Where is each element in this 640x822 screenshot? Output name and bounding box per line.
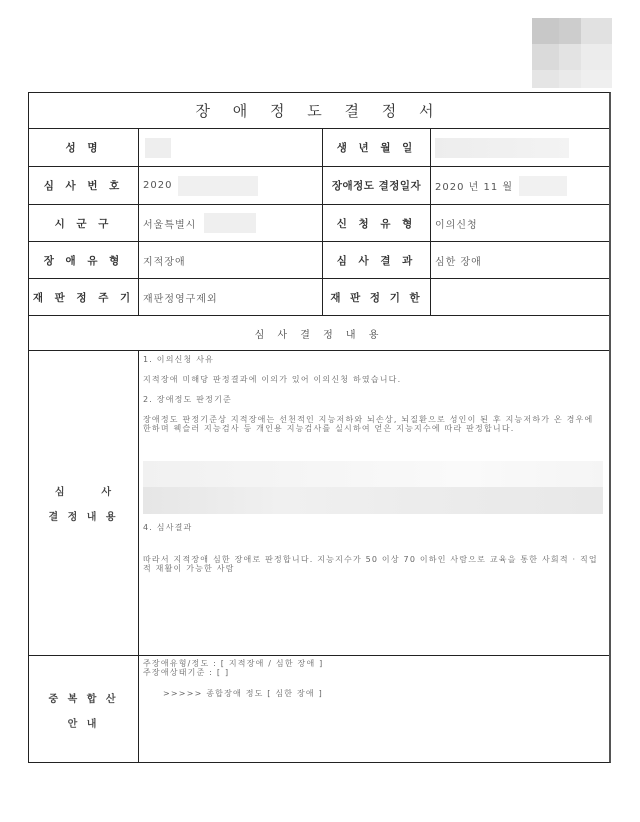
review-label [29, 351, 138, 655]
name-label: 성 명 [65, 142, 102, 154]
merge-label-line2: 안 내 [67, 718, 100, 730]
district-value [138, 205, 322, 241]
main-disability-type: 주장애유형/정도 : [ 지적장애 / 심한 장애 ] [143, 659, 324, 668]
row-disability-type [29, 242, 609, 279]
disability-decision-document [28, 92, 611, 763]
reason-heading: 1. 이의신청 사유 [143, 355, 215, 364]
reassessment-cycle-value: 재판정영구제외 [138, 279, 322, 315]
merge-label-line1: 중 복 합 산 [48, 693, 119, 705]
criteria-text: 장애정도 판정기준상 지적장애는 선천적인 지능저하와 뇌손상, 뇌질환으로 성인이 된 후 지능저하가 온 경우에 한하며 웩슬러 지능검사 등 개인용 지능검사를 실시하여 얻은 지능지수에 따라 판정합니다. [143, 415, 594, 433]
review-label-line1: 심 사 [54, 487, 113, 498]
redacted-section-3-line2 [143, 487, 603, 514]
case-number-label: 심 사 번 호 [43, 180, 124, 192]
name-value [138, 129, 322, 166]
redacted-name [145, 138, 171, 158]
application-type-value: 이의신청 [430, 205, 610, 241]
disability-type-value: 지적장애 [138, 242, 322, 278]
review-body [138, 351, 609, 655]
review-result-value: 심한 장애 [430, 242, 610, 278]
review-result-label: 심 사 결 과 [322, 242, 430, 278]
review-content-row [29, 351, 609, 656]
title-row [29, 93, 609, 129]
criteria-heading: 2. 장애정도 판정기준 [143, 395, 232, 404]
case-number-value [138, 167, 322, 204]
redacted-stamp [532, 18, 612, 88]
section-header-row [29, 316, 609, 351]
main-disability-criteria: 주장애상태기준 : [ ] [143, 668, 230, 677]
redacted-section-3-line1 [143, 461, 603, 487]
row-case [29, 167, 609, 205]
redacted-case-number [178, 176, 258, 196]
application-type-label: 신 청 유 형 [322, 205, 430, 241]
district-text: 서울특별시 [143, 219, 197, 231]
merge-body [138, 656, 609, 763]
decision-date-label: 장애정도 결정일자 [322, 167, 430, 204]
redacted-day [519, 176, 567, 196]
decision-date-text: 2020 년 11 월 [435, 182, 514, 193]
reassessment-cycle-label: 재 판 정 주 기 [32, 291, 135, 304]
case-number-text: 2020 [143, 180, 173, 191]
district-label: 시 군 구 [54, 217, 113, 230]
row-district [29, 205, 609, 242]
disability-type-label: 장 애 유 형 [43, 254, 124, 267]
reason-text: 지적장애 미해당 판정결과에 이의가 있어 이의신청 하였습니다. [143, 375, 402, 384]
redacted-district [204, 213, 256, 233]
row-reassessment [29, 279, 609, 316]
merge-label [29, 656, 138, 763]
merge-guidance-row [29, 656, 609, 763]
section-header: 심 사 결 정 내 용 [254, 329, 384, 341]
result-text: 따라서 지적장애 심한 장애로 판정합니다. 지능지수가 50 이상 70 이하인 사람으로 교육을 통한 사회적 · 직업적 재활이 가능한 사람 [143, 555, 598, 573]
row-name [29, 129, 609, 167]
document-title: 장 애 정 도 결 정 서 [195, 102, 443, 120]
decision-date-value [430, 167, 610, 204]
reassessment-deadline-value [430, 279, 610, 315]
combined-disability-level: >>>>> 종합장애 정도 [ 심한 장애 ] [163, 689, 323, 698]
result-heading: 4. 심사결과 [143, 523, 193, 532]
birthdate-value [430, 129, 610, 166]
reassessment-deadline-label: 재 판 정 기 한 [322, 279, 430, 315]
birthdate-label: 생 년 월 일 [322, 129, 430, 166]
review-label-line2: 결 정 내 용 [48, 512, 119, 523]
redacted-birthdate [435, 138, 569, 158]
